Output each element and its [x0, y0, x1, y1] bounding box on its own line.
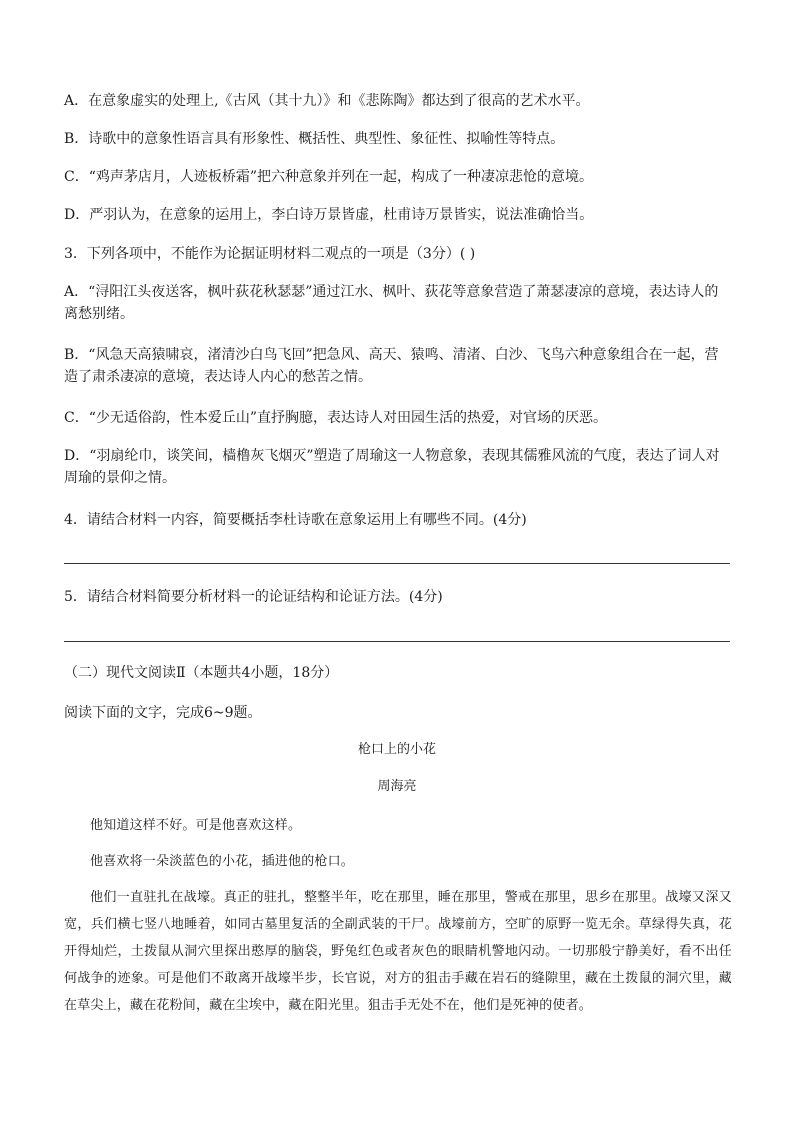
- q5-answer-line[interactable]: [64, 641, 730, 642]
- story-paragraph: 他知道这样不好。可是他喜欢这样。: [90, 818, 302, 833]
- q3-option-c: C．“少无适俗韵，性本爱丘山”直抒胸臆，表达诗人对田园生活的热爱，对官场的厌恶。: [64, 410, 608, 426]
- q2-option-c: C．“鸡声茅店月，人迹板桥霜”把六种意象并列在一起，构成了一种凄凉悲怆的意境。: [64, 169, 594, 185]
- q4-answer-line[interactable]: [64, 563, 730, 564]
- story-author: 周海亮: [377, 779, 417, 794]
- q3-option-a: A．“浔阳江头夜送客，枫叶荻花秋瑟瑟”通过江水、枫叶、荻花等意象营造了萧瑟凄凉的意境，表达诗人的离愁别绪。: [64, 284, 719, 322]
- q4-stem: 4．请结合材料一内容，简要概括李杜诗歌在意象运用上有哪些不同。(4分): [64, 512, 527, 528]
- q3-stem: 3．下列各项中，不能作为论据证明材料二观点的一项是（3分）( ): [64, 246, 476, 262]
- q5-stem: 5．请结合材料简要分析材料一的论证结构和论证方法。(4分): [64, 589, 443, 605]
- story-paragraph: 他喜欢将一朵淡蓝色的小花，插进他的枪口。: [90, 854, 355, 869]
- q2-option-d: D．严羽认为，在意象的运用上，李白诗万景皆虚，杜甫诗万景皆实，说法准确恰当。: [64, 207, 594, 223]
- story-title: 枪口上的小花: [357, 742, 436, 757]
- story-paragraph: 他们一直驻扎在战壕。真正的驻扎，整整半年，吃在那里，睡在那里，警戒在那里，思乡在那里。战壕又深又宽，兵们横七竖八地睡着，如同古墓里复活的全副武装的干尸。战壕前方，空旷的原野一览无余。草绿得失真，花开得灿烂，土拨鼠从洞穴里探出憨厚的脑袋，野兔红色或者灰色的眼睛机警地闪动。一切那般宁静美好，看不出任何战争的迹象。可是他们不敢离开战壕半步，长官说，对方的狙击手藏在岩石的缝隙里，藏在土拨鼠的洞穴里，藏在草尖上，藏在花粉间，藏在尘埃中，藏在阳光里。狙击手无处不在，他们是死神的使者。: [64, 890, 732, 1013]
- q2-option-a: A．在意象虚实的处理上,《古风（其十九）》和《悲陈陶》都达到了很高的艺术水平。: [64, 93, 590, 109]
- q3-option-b: B．“风急天高猿啸哀，渚清沙白鸟飞回”把急风、高天、猿鸣、清渚、白沙、飞鸟六种意象组合在一起，营造了肃杀凄凉的意境，表达诗人内心的愁苦之情。: [64, 347, 719, 385]
- q2-option-b: B．诗歌中的意象性语言具有形象性、概括性、典型性、象征性、拟喻性等特点。: [64, 131, 565, 147]
- q3-option-d: D．“羽扇纶巾，谈笑间，樯橹灰飞烟灭”塑造了周瑜这一人物意象，表现其儒雅风流的气度，表达了词人对周瑜的景仰之情。: [64, 448, 720, 486]
- reading-instruction: 阅读下面的文字，完成6~9题。: [64, 705, 262, 721]
- section-title: （二）现代文阅读Ⅱ（本题共4小题，18分）: [64, 665, 339, 681]
